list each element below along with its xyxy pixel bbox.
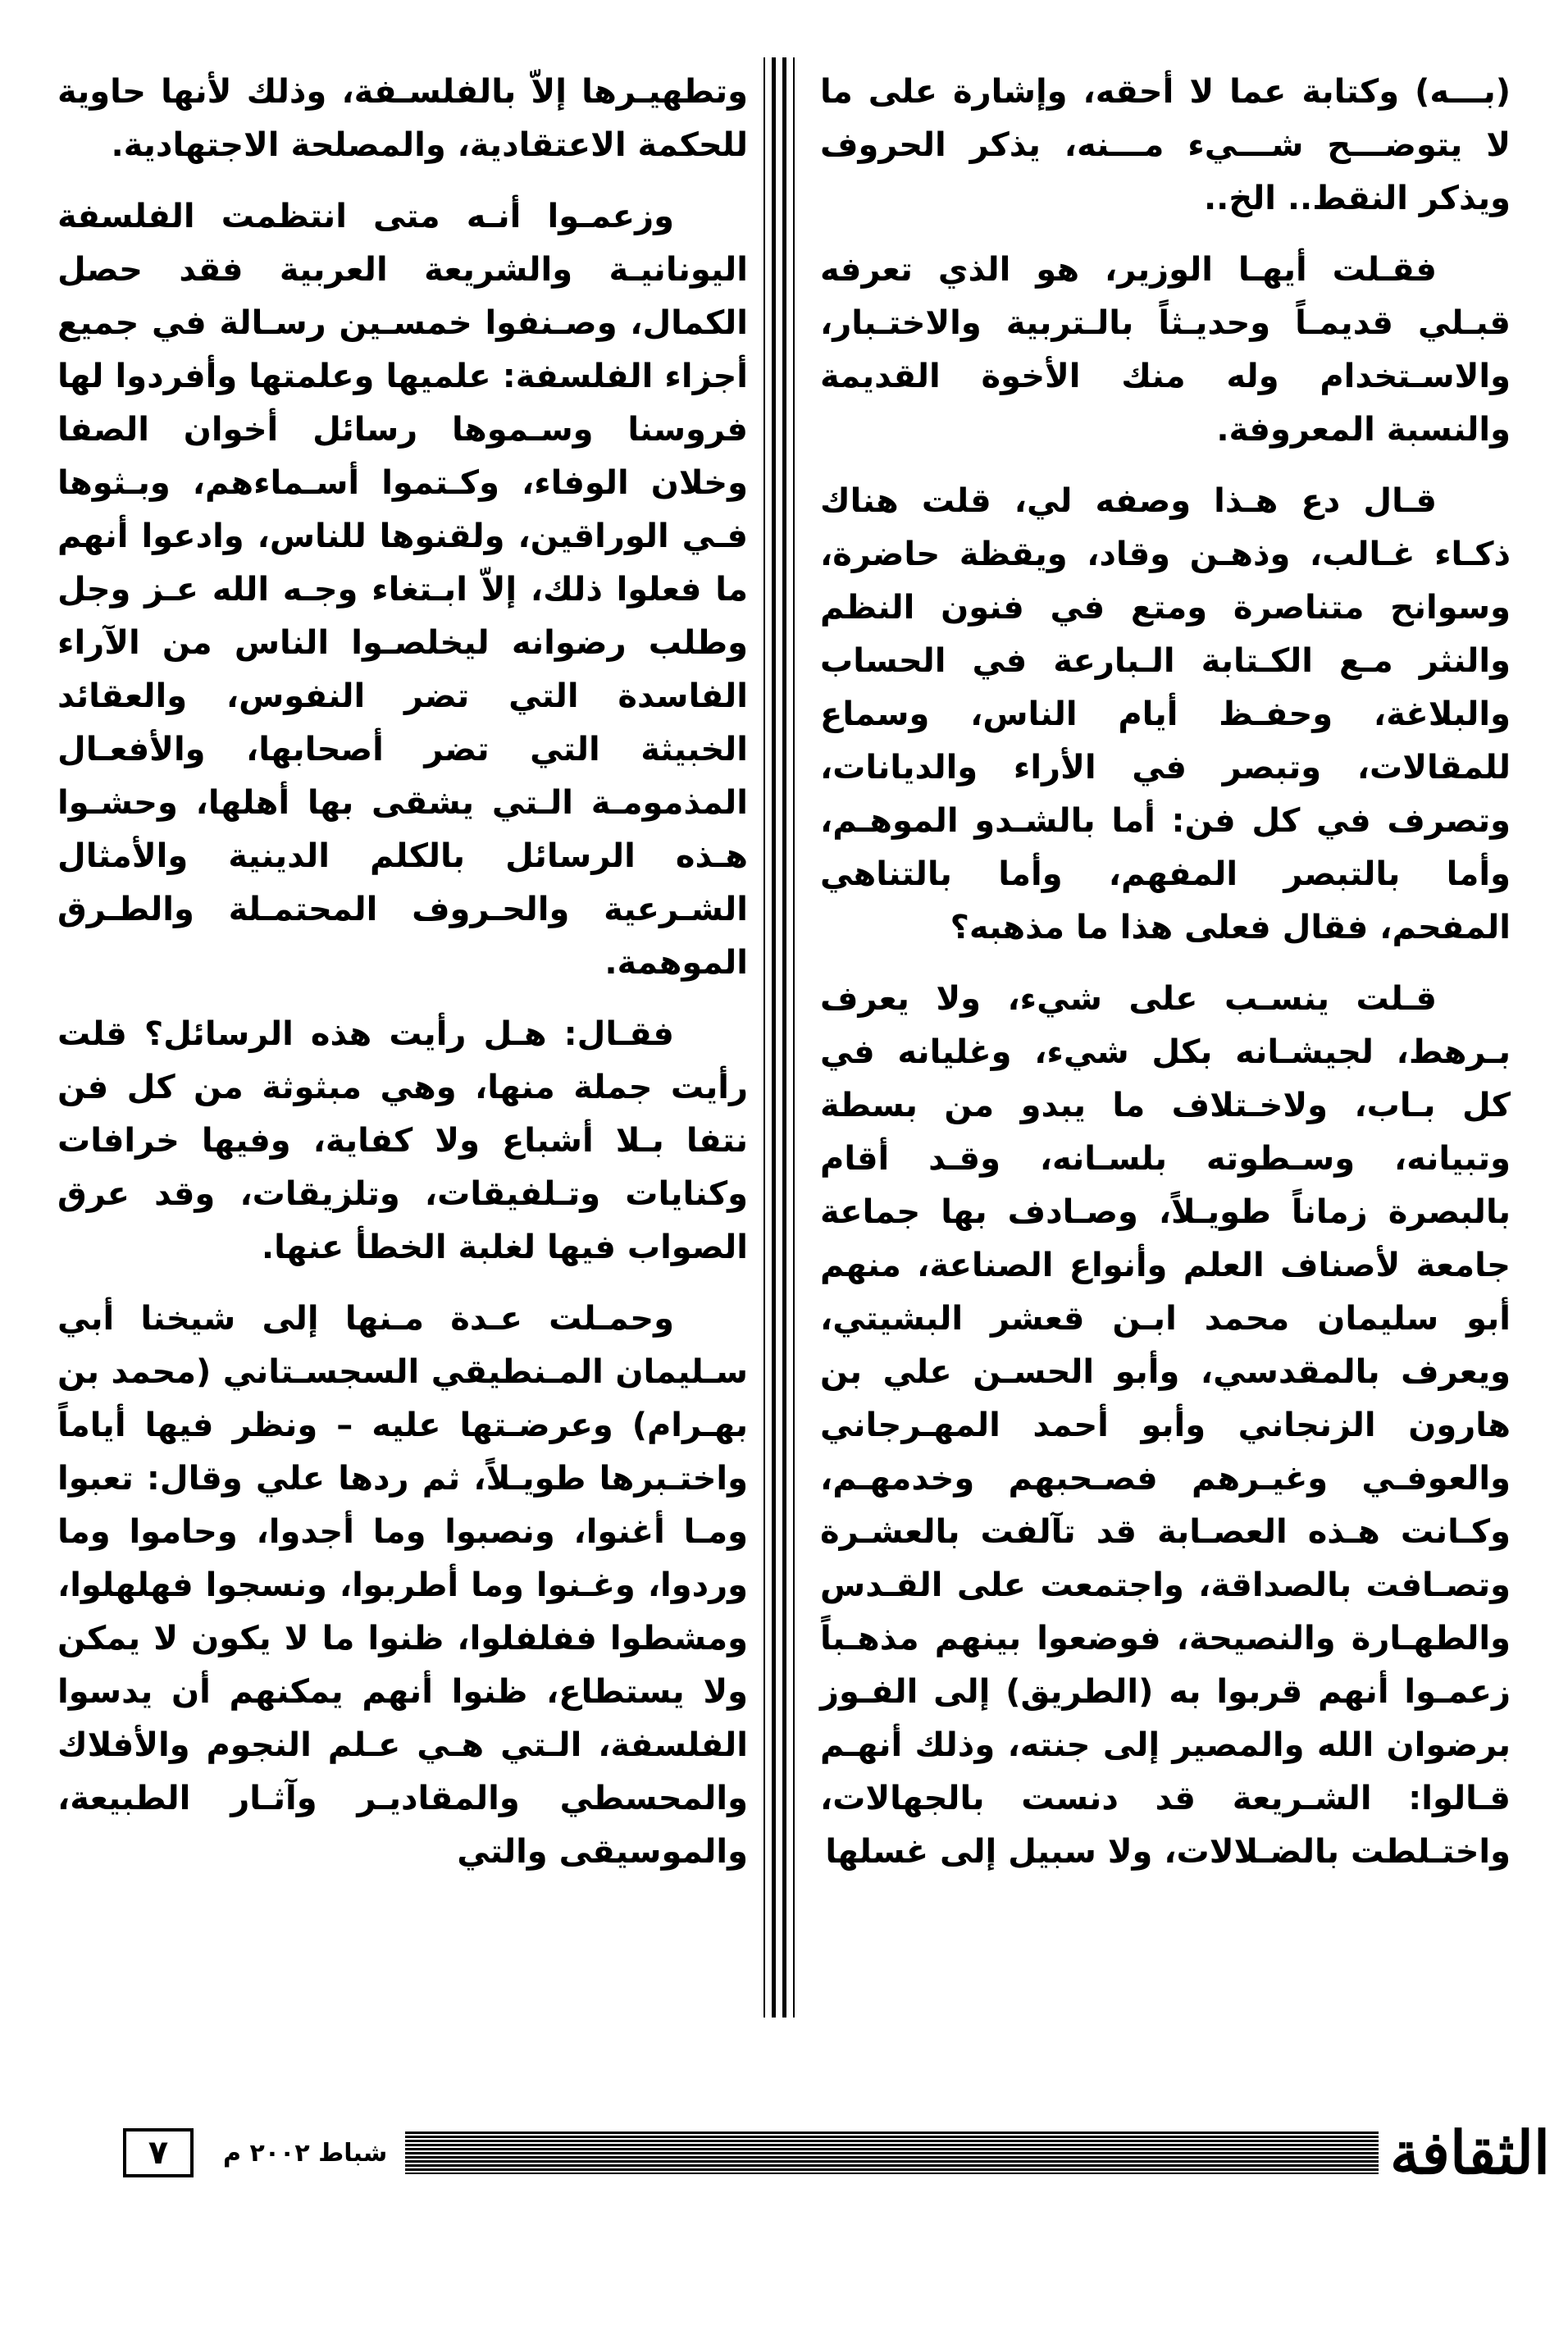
paragraph: وحمـلت عـدة مـنها إلى شيخنا أبي سـليمان المـنطيقي السجسـتاني (محمد بن بهـرام) وعرضـتها عليه – ونظر فيها أياماً واختـبرها طويـلاً، ثم ردها علي وقال: تعبوا ومـا أغنوا، ونصبوا وما أجدوا، وحاموا وما وردوا، وغـنوا وما أطربوا، ونسجوا فهلهلوا، ومشطوا ففلفلوا، ظنوا ما لا يكون لا يمكن ولا يستطاع، ظنوا أنهم يمكنهم أن يدسوا الفلسفة، الـتي هـي عـلم النجوم والأفلاك والمحسطي والمقاديـر وآثـار الطبيعة، والموسيقى والتي [57,1300,748,1871]
column-divider [751,57,807,2018]
magazine-logo: الثقافة [1389,2118,1550,2187]
right-column [820,66,1511,1897]
divider-line [782,57,786,2018]
paragraph: قـال دع هـذا وصفه لي، قلت هناك ذكـاء غـالب، وذهـن وقاد، ويقظة حاضرة، وسوانح متناصرة ومتع في فنون النظم والنثر مـع الكـتابة الـبارعة في الحساب والبلاغة، وحفـظ أيام الناس، وسماع للمقالات، وتبصر في الأراء والديانات، وتصرف في كل فن: أما بالشـدو الموهـم، وأما بالتبصر المفهم، وأما بالتناهي المفحم، فقال فعلى هذا ما مذهبه؟ [820,482,1511,946]
paragraph: وتطهيـرها إلاّ بالفلسـفة، وذلك لأنها حاوية للحكمة الاعتقادية، والمصلحة الاجتهادية. [57,73,748,164]
issue-date: شباط ٢٠٠٢ م [223,2138,388,2168]
paragraph: قـلت ينسـب على شيء، ولا يعرف بـرهط، لجيشـانه بكل شيء، وغليانه في كل بـاب، ولاخـتلاف ما يبدو من بسطة وتبيانه، وسـطوته بلسـانه، وقـد أقام بالبصرة زماناً طويـلاً، وصـادف بها جماعة جامعة لأصناف العلم وأنواع الصناعة، منهم أبو سليمان محمد ابـن قعشر البشيتي، ويعرف بالمقدسي، وأبو الحسـن علي بن هارون الزنجاني وأبو أحمد المهـرجاني والعوفـي وغيـرهم فصـحبهم وخدمهـم، وكـانت هـذه العصـابة قد تآلفت بالعشـرة وتصـافت بالصداقة، واجتمعت على القـدس والطهـارة والنصيحة، فوضعوا بينهم مذهـباً زعمـوا أنهم قربوا به (الطريق) إلى الفـوز برضوان الله والمصير إلى جنته، وذلك أنهـم قـالوا: الشـريعة قد دنست بالجهالات، واختـلطت بالضـلالات، ولا سبيل إلى غسلها [820,980,1511,1871]
left-column [57,66,748,1897]
divider-line [763,57,765,2018]
paragraph: فقـال: هـل رأيت هذه الرسائل؟ قلت رأيت جملة منها، وهي مبثوثة من كل فن نتفا بـلا أشباع ولا كفاية، وفيها خرافات وكنايات وتـلفيقات، وتلزيقات، وقد عرق الصواب فيها لغلبة الخطأ عنها. [57,1015,748,1266]
divider-line [793,57,795,2018]
paragraph: فقـلت أيهـا الوزير، هو الذي تعرفه قبـلي قديمـاً وحديـثاً بالـتربية والاختـبار، والاسـتخدام وله منك الأخوة القديمة والنسبة المعروفة. [820,251,1511,449]
page-footer [123,2116,1550,2190]
page-number: ٧ [123,2128,194,2177]
paragraph: وزعمـوا أنـه متى انتظمت الفلسفة اليونانيـة والشريعة العربية فقد حصل الكمال، وصـنفوا خمسـين رسـالة في جميع أجزاء الفلسفة: علميها وعلمتها وأفردوا لها فروسنا وسـموها رسائل أخوان الصفا وخلان الوفاء، وكـتموا أسـماءهم، وبـثوها فـي الوراقين، ولقنوها للناس، وادعوا أنهم ما فعلوا ذلك، إلاّ ابـتغاء وجـه الله عـز وجل وطلب رضوانه ليخلصـوا الناس من الآراء الفاسدة التي تضر النفوس، والعقائد الخبيثة التي تضر أصحابها، والأفعـال المذمومـة الـتي يشقى بها أهلها، وحشـوا هـذه الرسائل بالكلم الدينية والأمثال الشـرعية والحـروف المحتمـلة والطـرق الموهمة. [57,198,748,982]
paragraph: (بـــه) وكتابة عما لا أحقه، وإشارة على ما لا يتوضـــح شـــيء مـــنه، يذكر الحروف ويذكر النقط.. الخ.. [820,73,1511,217]
divider-line [772,57,776,2018]
footer-rule [405,2132,1379,2174]
